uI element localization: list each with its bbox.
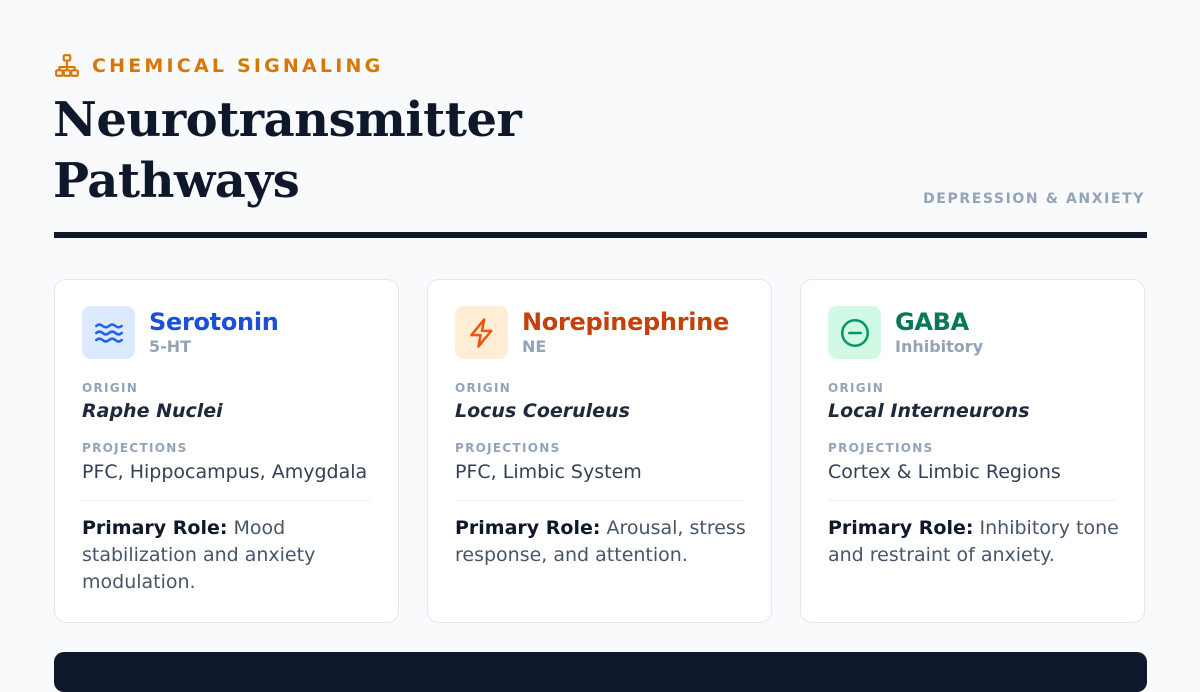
card-divider	[82, 500, 371, 501]
primary-role	[828, 515, 1124, 569]
footer-panel	[54, 652, 1147, 692]
card-gaba	[800, 279, 1145, 623]
origin-label: ORIGIN	[82, 381, 139, 395]
primary-role	[455, 515, 751, 569]
origin-value: Raphe Nuclei	[82, 400, 223, 422]
card-header	[455, 306, 729, 359]
neurotransmitter-abbr: NE	[522, 337, 547, 356]
neurotransmitter-name: GABA	[895, 308, 969, 336]
hierarchy-icon	[54, 53, 80, 79]
icon-badge	[82, 306, 135, 359]
projections-value: PFC, Hippocampus, Amygdala	[82, 461, 368, 483]
primary-role-text: Mood stabilization and anxiety modulation.	[82, 517, 316, 593]
page-title: Neurotransmitter Pathways	[53, 92, 522, 209]
card-divider	[455, 500, 744, 501]
primary-role-label: Primary Role:	[455, 517, 601, 539]
origin-value: Local Interneurons	[828, 400, 1030, 422]
icon-badge	[455, 306, 508, 359]
waves-icon	[92, 316, 126, 350]
neurotransmitter-abbr: 5-HT	[149, 337, 192, 356]
projections-value: Cortex & Limbic Regions	[828, 461, 1061, 483]
card-header	[828, 306, 983, 359]
neurotransmitter-name: Norepinephrine	[522, 308, 729, 336]
card-norepinephrine	[427, 279, 772, 623]
projections-label: PROJECTIONS	[455, 441, 561, 455]
neurotransmitter-name: Serotonin	[149, 308, 279, 336]
card-divider	[828, 500, 1117, 501]
lightning-icon	[465, 316, 499, 350]
primary-role-text: Inhibitory tone and restraint of anxiety.	[828, 517, 1119, 566]
primary-role-text: Arousal, stress response, and attention.	[455, 517, 746, 566]
primary-role-label: Primary Role:	[828, 517, 974, 539]
neurotransmitter-abbr: Inhibitory	[895, 337, 984, 356]
primary-role	[82, 515, 378, 596]
header-divider	[54, 232, 1147, 238]
card-header	[82, 306, 279, 359]
icon-badge	[828, 306, 881, 359]
origin-value: Locus Coeruleus	[455, 400, 630, 422]
primary-role-label: Primary Role:	[82, 517, 228, 539]
origin-label: ORIGIN	[455, 381, 512, 395]
section-eyebrow	[54, 53, 383, 79]
minus-circle-icon	[838, 316, 872, 350]
projections-label: PROJECTIONS	[828, 441, 934, 455]
card-serotonin	[54, 279, 399, 623]
topic-tagline: DEPRESSION & ANXIETY	[923, 191, 1145, 207]
eyebrow-label: CHEMICAL SIGNALING	[92, 55, 384, 77]
projections-label: PROJECTIONS	[82, 441, 188, 455]
origin-label: ORIGIN	[828, 381, 885, 395]
projections-value: PFC, Limbic System	[455, 461, 642, 483]
